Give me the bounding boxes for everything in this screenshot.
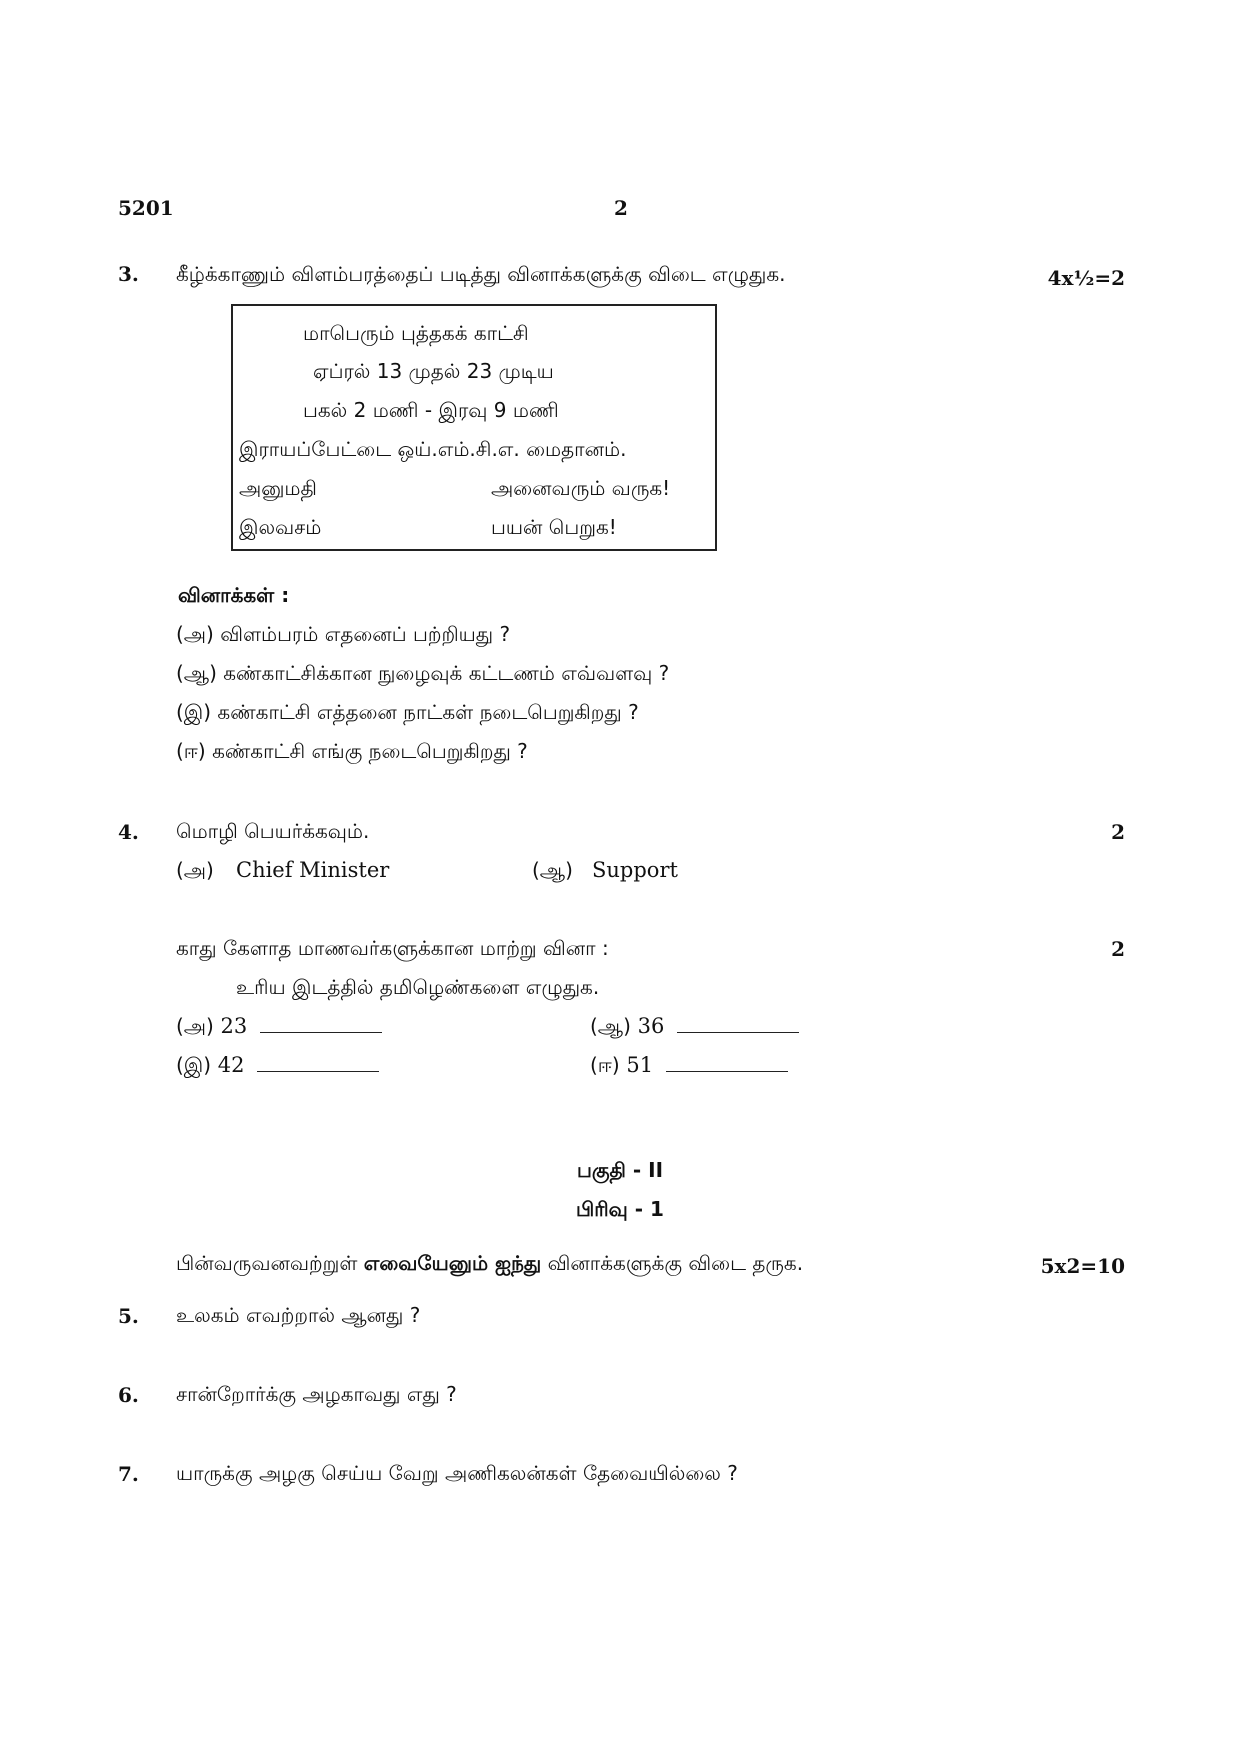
alt-item-c (176, 1055, 379, 1076)
question-4-b-text: Support (592, 858, 678, 882)
section-instruction-post: வினாக்களுக்கு விடை தருக. (547, 1251, 804, 1275)
question-6-number: 6. (118, 1383, 139, 1407)
question-4-marks: 2 (1111, 820, 1125, 844)
question-6-text: சான்றோர்க்கு அழகாவது எது ? (176, 1382, 457, 1406)
ad-admission-label: அனுமதி (239, 476, 317, 500)
alternative-question-sub: உரிய இடத்தில் தமிழெண்களை எழுதுக. (236, 975, 600, 999)
alternative-question-marks: 2 (1111, 937, 1125, 961)
ad-line-title: மாபெரும் புத்தகக் காட்சி (303, 321, 529, 345)
section-part-title: பகுதி - II (576, 1158, 664, 1182)
question-4-a-label: (அ) (176, 858, 214, 882)
advertisement-box (231, 304, 717, 551)
answer-blank (677, 1018, 799, 1033)
section-instruction-bold: எவையேனும் ஐந்து (363, 1251, 542, 1275)
alternative-question-instruction: காது கேளாத மாணவர்களுக்கான மாற்று வினா : (176, 936, 609, 960)
ad-line-time: பகல் 2 மணி - இரவு 9 மணி (303, 398, 559, 422)
page-number: 2 (614, 196, 628, 220)
question-4-number: 4. (118, 820, 139, 844)
ad-benefit: பயன் பெறுக! (491, 515, 617, 539)
ad-line-dates: ஏப்ரல் 13 முதல் 23 முடிய (313, 359, 554, 383)
alt-item-c-label: (இ) (176, 1053, 212, 1077)
paper-code: 5201 (118, 196, 174, 220)
section-instruction-pre: பின்வருவனவற்றுள் (176, 1251, 358, 1275)
question-3-instruction: கீழ்க்காணும் விளம்பரத்தைப் படித்து வினாக்களுக்கு விடை எழுதுக. (176, 262, 786, 286)
alt-item-a-value: 23 (220, 1014, 248, 1038)
question-5-number: 5. (118, 1304, 139, 1328)
alt-item-b-label: (ஆ) (590, 1014, 631, 1038)
alt-item-b (590, 1016, 799, 1037)
question-3-c: (இ) கண்காட்சி எத்தனை நாட்கள் நடைபெறுகிறது ? (176, 700, 639, 724)
question-3-b: (ஆ) கண்காட்சிக்கான நுழைவுக் கட்டணம் எவ்வளவு ? (176, 661, 670, 685)
question-3-a: (அ) விளம்பரம் எதனைப் பற்றியது ? (176, 622, 511, 646)
answer-blank (666, 1057, 788, 1072)
question-4-a-text: Chief Minister (236, 858, 390, 882)
answer-blank (260, 1018, 382, 1033)
question-5-text: உலகம் எவற்றால் ஆனது ? (176, 1303, 421, 1327)
section-division-title: பிரிவு - 1 (576, 1197, 664, 1221)
alt-item-a (176, 1016, 382, 1037)
alt-item-d (590, 1055, 788, 1076)
question-3-d: (ஈ) கண்காட்சி எங்கு நடைபெறுகிறது ? (176, 739, 528, 763)
question-4-b-label: (ஆ) (532, 858, 573, 882)
alt-item-c-value: 42 (217, 1053, 245, 1077)
question-3-number: 3. (118, 262, 139, 286)
question-3-marks: 4x½=2 (1047, 266, 1125, 290)
alt-item-a-label: (அ) (176, 1014, 214, 1038)
alt-item-d-label: (ஈ) (590, 1053, 620, 1077)
alt-item-b-value: 36 (637, 1014, 665, 1038)
ad-welcome: அனைவரும் வருக! (491, 476, 671, 500)
alt-item-d-value: 51 (626, 1053, 654, 1077)
section-instruction (176, 1253, 803, 1273)
answer-blank (257, 1057, 379, 1072)
questions-heading: வினாக்கள் : (178, 583, 290, 607)
question-7-number: 7. (118, 1462, 139, 1486)
ad-line-venue: இராயப்பேட்டை ஒய்.எம்.சி.எ. மைதானம். (239, 437, 627, 461)
ad-free-label: இலவசம் (239, 515, 322, 539)
question-7-text: யாருக்கு அழகு செய்ய வேறு அணிகலன்கள் தேவையில்லை ? (176, 1461, 738, 1485)
question-4-instruction: மொழி பெயர்க்கவும். (176, 819, 370, 843)
section-marks: 5x2=10 (1040, 1254, 1125, 1278)
